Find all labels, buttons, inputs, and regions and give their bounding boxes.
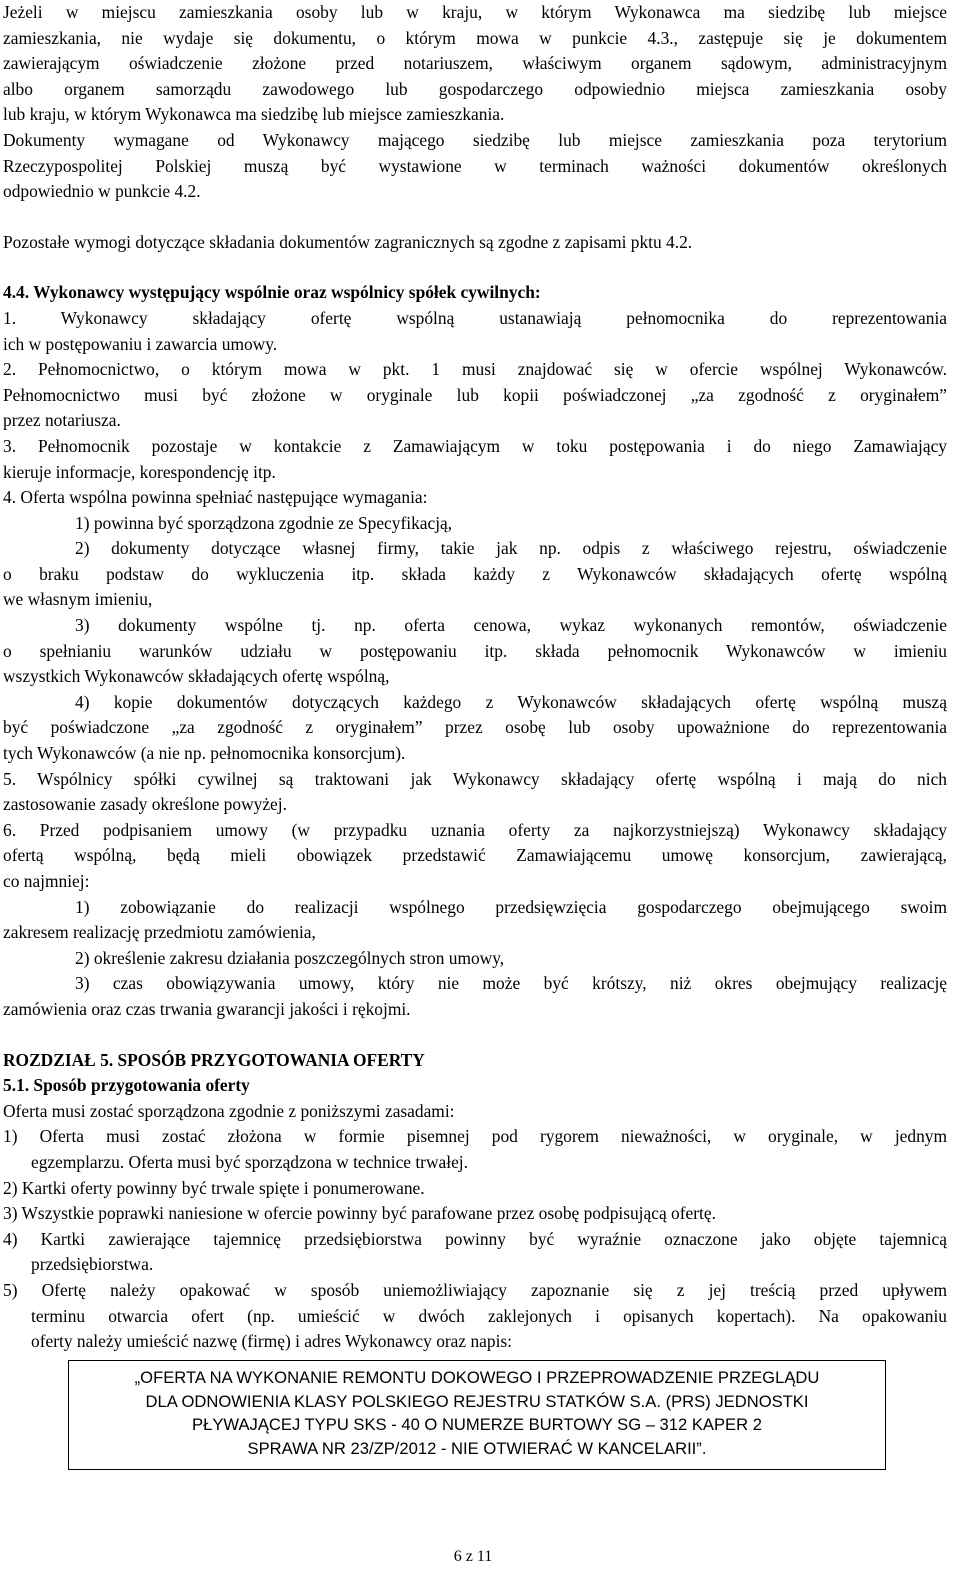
text-line: przedsiębiorstwa. (31, 1254, 154, 1275)
text-line: o spełnianiu warunków udziału w postępowaniu itp. składa pełnomocnik Wykonawców w imieniu (3, 640, 947, 661)
text-line: we własnym imieniu, (3, 589, 153, 610)
envelope-label-line: PŁYWAJĄCEJ TYPU SKS - 40 O NUMERZE BURTOWY SG – 312 KAPER 2 (192, 1415, 762, 1434)
text-line: zastosowanie zasady określone powyżej. (3, 794, 287, 815)
text-line: 1) powinna być sporządzona zgodnie ze Specyfikacją, (75, 512, 453, 533)
text-line: lub kraju, w którym Wykonawca ma siedzibę lub miejsce zamieszkania. (3, 104, 505, 125)
envelope-label-line: DLA ODNOWIENIA KLASY POLSKIEGO REJESTRU STATKÓW S.A. (PRS) JEDNOSTKI (145, 1391, 809, 1411)
text-line: terminu otwarcia ofert (np. umieścić w dwóch zaklejonych i opisanych kopertach). Na opakowaniu (31, 1305, 947, 1326)
text-line: 2) określenie zakresu działania poszczególnych stron umowy, (75, 947, 505, 968)
text-line: zakresem realizację przedmiotu zamówienia, (3, 922, 316, 943)
text-line: zamieszkania, nie wydaje się dokumentu, o którym mowa w punkcie 4.3., zastępuje się je dokumentem (3, 27, 947, 48)
text-line: 3. Pełnomocnik pozostaje w kontakcie z Zamawiającym w toku postępowania i do niego Zamawiający (3, 435, 947, 456)
text-line: oferty należy umieścić nazwę (firmę) i adres Wykonawcy oraz napis: (31, 1331, 513, 1352)
text-line: zamówienia oraz czas trwania gwarancji jakości i rękojmi. (3, 998, 411, 1019)
envelope-label-line: „OFERTA NA WYKONANIE REMONTU DOKOWEGO I PRZEPROWADZENIE PRZEGLĄDU (134, 1368, 820, 1387)
text-line: egzemplarzu. Oferta musi być sporządzona w technice trwałej. (31, 1151, 468, 1172)
paragraph-spacer (3, 255, 947, 280)
text-line: Dokumenty wymagane od Wykonawcy mającego siedzibę lub miejsce zamieszkania poza terytorium (3, 129, 947, 150)
document-body (3, 0, 947, 1355)
envelope-label-line: SPRAWA NR 23/ZP/2012 - NIE OTWIERAĆ W KANCELARII”. (247, 1438, 707, 1458)
text-line: co najmniej: (3, 871, 90, 891)
text-line: kieruje informacje, korespondencję itp. (3, 461, 276, 482)
text-line: przez notariusza. (3, 410, 121, 431)
text-line: Rzeczypospolitej Polskiej muszą być wystawione w terminach ważności dokumentów określonych (3, 155, 947, 176)
text-line: 2) dokumenty dotyczące własnej firmy, takie jak np. odpis z właściwego rejestru, oświadczenie (75, 538, 947, 559)
text-line: 2. Pełnomocnictwo, o którym mowa w pkt. 1 musi znajdować się w ofercie wspólnej Wykonawców. (3, 359, 947, 380)
text-line: 2) Kartki oferty powinny być trwale spięte i ponumerowane. (3, 1177, 425, 1198)
text-line: 3) Wszystkie poprawki naniesione w ofercie powinny być parafowane przez osobę podpisującą ofertę. (3, 1203, 716, 1224)
text-line: ofertą wspólną, będą mieli obowiązek przedstawić Zamawiającemu umowę konsorcjum, zawierającą, (3, 845, 947, 866)
text-line: 4) Kartki zawierające tajemnicę przedsiębiorstwa powinny być wyraźnie oznaczone jako objęte tajemnicą (3, 1228, 947, 1249)
text-line: 4) kopie dokumentów dotyczących każdego z Wykonawców składających ofertę wspólną muszą (75, 691, 947, 712)
text-line: Pozostałe wymogi dotyczące składania dokumentów zagranicznych są zgodne z zapisami pktu 4.2. (3, 231, 693, 252)
section-heading: 4.4. Wykonawcy występujący wspólnie oraz wspólnicy spółek cywilnych: (3, 282, 541, 303)
text-line: wszystkich Wykonawców składających ofertę wspólną, (3, 666, 390, 687)
paragraph-spacer (3, 1023, 947, 1048)
section-heading: ROZDZIAŁ 5. SPOSÓB PRZYGOTOWANIA OFERTY (3, 1049, 425, 1070)
text-line: 5) Ofertę należy opakować w sposób uniemożliwiający zapoznanie się z jej treścią przed upływem (3, 1279, 947, 1300)
text-line: być poświadczone „za zgodność z oryginałem” przez osobę lub osoby upoważnione do reprezentowania (3, 717, 947, 738)
text-line: odpowiednio w punkcie 4.2. (3, 181, 201, 202)
envelope-label-box (68, 1360, 886, 1470)
text-line: 5. Wspólnicy spółki cywilnej są traktowani jak Wykonawcy składający ofertę wspólną i mają do nich (3, 768, 947, 789)
text-line: 4. Oferta wspólna powinna spełniać następujące wymagania: (3, 487, 428, 508)
text-line: tych Wykonawców (a nie np. pełnomocnika konsorcjum). (3, 743, 406, 764)
text-line: 1) zobowiązanie do realizacji wspólnego przedsięwzięcia gospodarczego obejmującego swoim (75, 896, 947, 917)
text-line: 1. Wykonawcy składający ofertę wspólną ustanawiają pełnomocnika do reprezentowania (3, 307, 947, 328)
text-line: 3) czas obowiązywania umowy, który nie może być krótszy, niż okres obejmujący realizację (75, 973, 947, 994)
text-line: 3) dokumenty wspólne tj. np. oferta cenowa, wykaz wykonanych remontów, oświadczenie (75, 615, 947, 636)
text-line: Jeżeli w miejscu zamieszkania osoby lub w kraju, w którym Wykonawca ma siedzibę lub miejsce (3, 2, 947, 22)
text-line: o braku podstaw do wykluczenia itp. składa każdy z Wykonawców składających ofertę wspólną (3, 563, 947, 584)
text-line: 6. Przed podpisaniem umowy (w przypadku uznania oferty za najkorzystniejszą) Wykonawcy składający (3, 819, 947, 840)
text-line: Oferta musi zostać sporządzona zgodnie z poniższymi zasadami: (3, 1100, 455, 1121)
text-line: zawierającym oświadczenie złożone przed notariuszem, właściwym organem sądowym, administracyjnym (3, 53, 947, 74)
text-line: 1) Oferta musi zostać złożona w formie pisemnej pod rygorem nieważności, w oryginale, w jednym (3, 1126, 947, 1147)
text-line: ich w postępowaniu i zawarcia umowy. (3, 333, 278, 354)
text-line: albo organem samorządu zawodowego lub gospodarczego odpowiednio miejsca zamieszkania osoby (3, 78, 947, 99)
paragraph-spacer (3, 205, 947, 230)
text-line: Pełnomocnictwo musi być złożone w oryginale lub kopii poświadczonej „za zgodność z oryginałem” (3, 384, 947, 405)
page-number: 6 z 11 (453, 1548, 493, 1565)
section-heading: 5.1. Sposób przygotowania oferty (3, 1075, 250, 1096)
